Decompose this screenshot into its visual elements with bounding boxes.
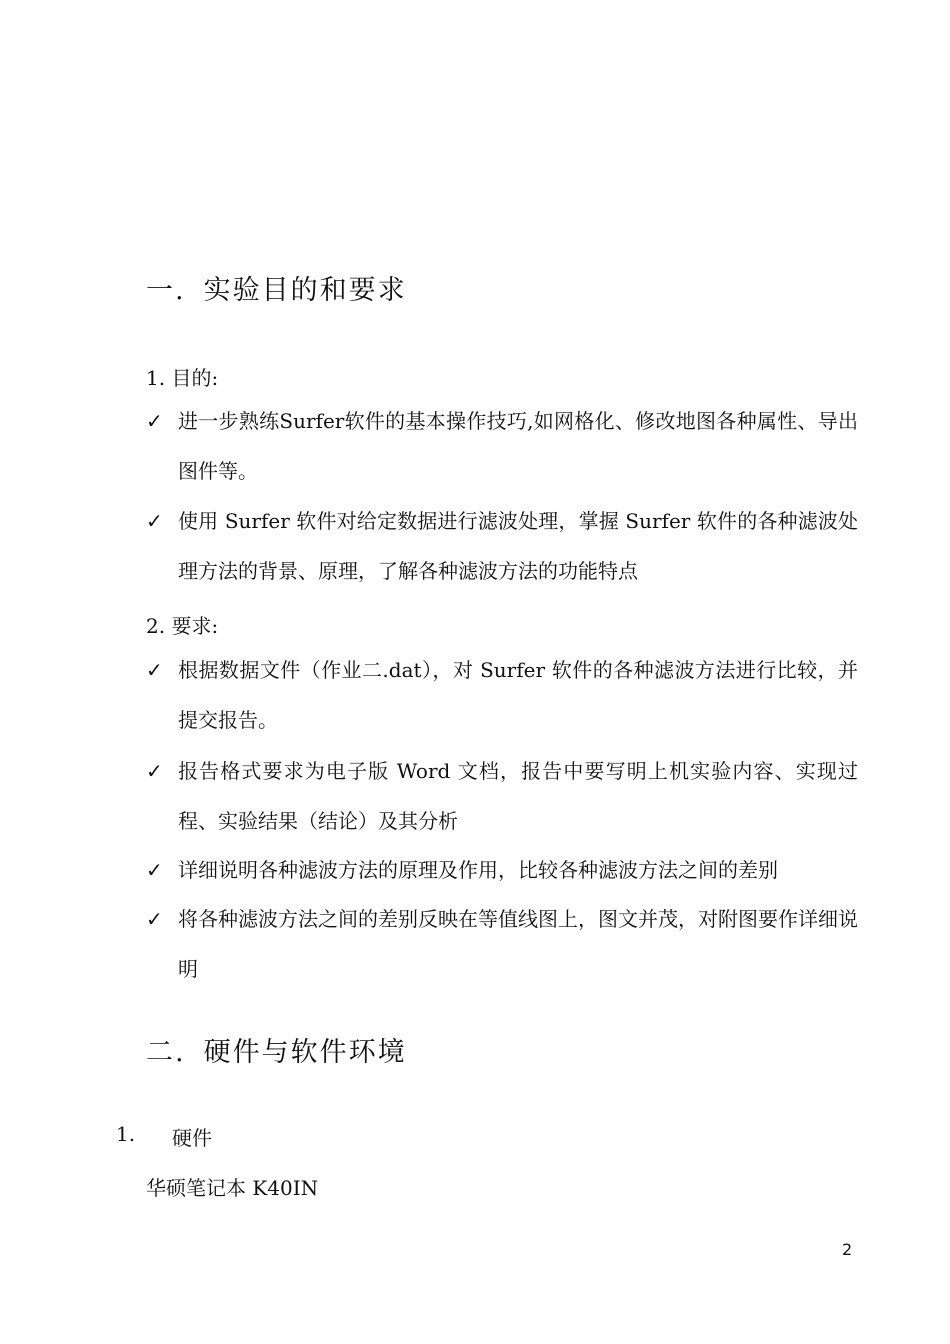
hardware-label: 硬件 [172,1126,212,1150]
require-item-2-text: 报告格式要求为电子版 Word 文档，报告中要写明上机实验内容、实现过程、实验结果（结论）及其分析 [178,759,858,833]
section-1-number: 一. [146,275,186,306]
require-item-4 [146,894,858,994]
purpose-item-2-text: 使用 Surfer 软件对给定数据进行滤波处理，掌握 Surfer 软件的各种滤波处理方法的背景、原理，了解各种滤波方法的功能特点 [178,509,858,583]
require-item-4-text: 将各种滤波方法之间的差别反映在等值线图上，图文并茂，对附图要作详细说明 [178,907,858,981]
require-item-2 [146,746,858,846]
page-number: 2 [842,1240,853,1259]
require-item-3 [146,845,858,895]
check-icon: ✓ [146,759,163,783]
section-1-title: 实验目的和要求 [203,275,407,306]
require-label: 2. 要求: [146,614,219,638]
require-item-3-text: 详细说明各种滤波方法的原理及作用，比较各种滤波方法之间的差别 [178,858,778,882]
require-item-1-text: 根据数据文件（作业二.dat），对 Surfer 软件的各种滤波方法进行比较，并提交报告。 [178,658,858,732]
check-icon: ✓ [146,409,163,433]
section-1-heading [146,268,407,307]
section-2-number: 二. [146,1037,186,1068]
require-item-1 [146,645,858,745]
check-icon: ✓ [146,509,163,533]
purpose-item-1-text: 进一步熟练Surfer软件的基本操作技巧,如网格化、修改地图各种属性、导出图件等。 [178,409,858,483]
purpose-item-1 [146,396,858,496]
purpose-label: 1. 目的: [146,366,219,390]
section-2-heading [146,1030,407,1069]
check-icon: ✓ [146,907,163,931]
check-icon: ✓ [146,858,163,882]
hardware-number: 1. [116,1122,136,1146]
purpose-item-2 [146,496,858,596]
hardware-value: 华硕笔记本 K40IN [146,1176,319,1200]
section-2-title: 硬件与软件环境 [203,1037,407,1068]
check-icon: ✓ [146,658,163,682]
